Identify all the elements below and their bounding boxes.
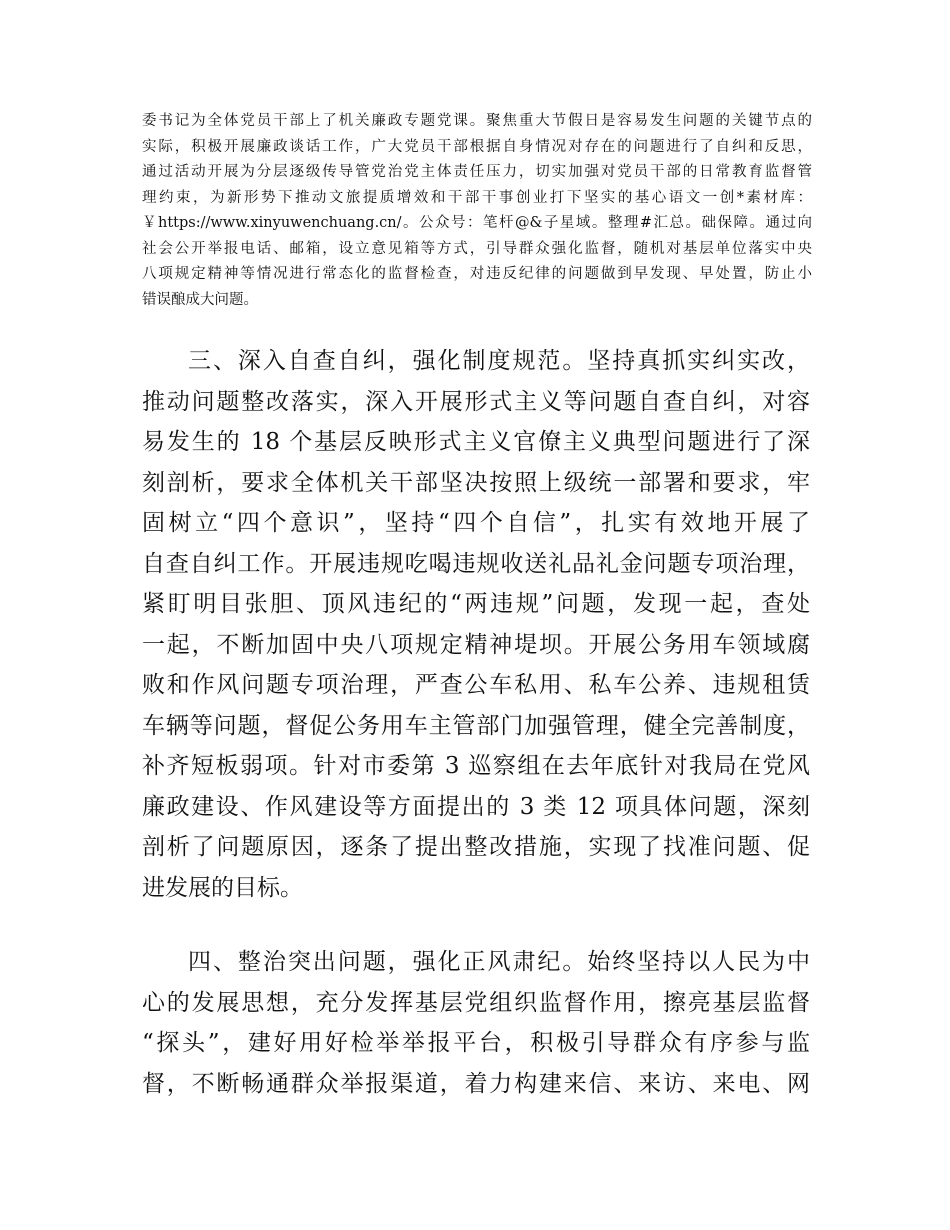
text-line: 社会公开举报电话、邮箱，设立意见箱等方式，引导群众强化监督，随机对基层单位落实中央 bbox=[142, 240, 812, 257]
text-line: 车辆等问题，督促公务用车主管部门加强管理，健全完善制度， bbox=[142, 712, 810, 739]
text-line: 通过活动开展为分层逐级传导管党治党主体责任压力，切实加强对党员干部的日常教育监督管 bbox=[142, 164, 812, 180]
text-line: 四、整治突出问题，强化正风肃纪。始终坚持以人民为中 bbox=[188, 949, 810, 975]
text-line: 推动问题整改落实，深入开展形式主义等问题自查自纠，对容 bbox=[142, 388, 810, 415]
text-line: 错误酿成大问题。 bbox=[142, 291, 258, 308]
text-line: 心的发展思想，充分发挥基层党组织监督作用，擦亮基层监督 bbox=[142, 989, 810, 1016]
text-line: 易发生的 18 个基层反映形式主义官僚主义典型问题进行了深 bbox=[142, 429, 810, 455]
text-line: 实际，积极开展廉政谈话工作，广大党员干部根据自身情况对存在的问题进行了自纠和反思， bbox=[142, 138, 812, 155]
text-line: 刻剖析，要求全体机关干部坚决按照上级统一部署和要求，牢 bbox=[142, 469, 810, 496]
text-line: 补齐短板弱项。针对市委第 3 巡察组在去年底针对我局在党风 bbox=[142, 753, 810, 779]
text-line: 剖析了问题原因，逐条了提出整改措施，实现了找准问题、促 bbox=[142, 834, 810, 860]
paragraph-four bbox=[142, 942, 810, 1104]
paragraph-three bbox=[142, 341, 810, 908]
text-line: “探头”，建好用好检举举报平台，积极引导群众有序参与监 bbox=[142, 1030, 810, 1056]
text-line: 理约束，为新形势下推动文旅提质增效和干部干事创业打下坚实的基心语文一创*素材库： bbox=[142, 189, 812, 206]
text-line: 廉政建设、作风建设等方面提出的 3 类 12 项具体问题，深刻 bbox=[142, 793, 810, 820]
text-line: 八项规定精神等情况进行常态化的监督检查，对违反纪律的问题做到早发现、早处置，防止小 bbox=[142, 266, 812, 282]
text-line: 紧盯明目张胆、顶风违纪的“两违规”问题，发现一起，查处 bbox=[142, 591, 810, 617]
text-line: 败和作风问题专项治理，严查公车私用、私车公养、违规租赁 bbox=[142, 672, 810, 698]
text-line: 督，不断畅通群众举报渠道，着力构建来信、来访、来电、网 bbox=[142, 1070, 810, 1097]
text-line: 固树立“四个意识”，坚持“四个自信”，扎实有效地开展了 bbox=[142, 510, 810, 536]
text-line: 一起，不断加固中央八项规定精神堤坝。开展公务用车领域腐 bbox=[142, 631, 810, 658]
text-line: ￥https://www.xinyuwenchuang.cn/。公众号：笔杆@&子星域。整理#汇总。础保障。通过向 bbox=[142, 215, 812, 231]
text-line: 进发展的目标。 bbox=[142, 874, 303, 901]
paragraph-top bbox=[142, 109, 812, 313]
text-line: 委书记为全体党员干部上了机关廉政专题党课。聚焦重大节假日是容易发生问题的关键节点的 bbox=[142, 113, 812, 129]
text-line: 三、深入自查自纠，强化制度规范。坚持真抓实纠实改， bbox=[188, 348, 810, 374]
text-line: 自查自纠工作。开展违规吃喝违规收送礼品礼金问题专项治理， bbox=[142, 550, 810, 577]
